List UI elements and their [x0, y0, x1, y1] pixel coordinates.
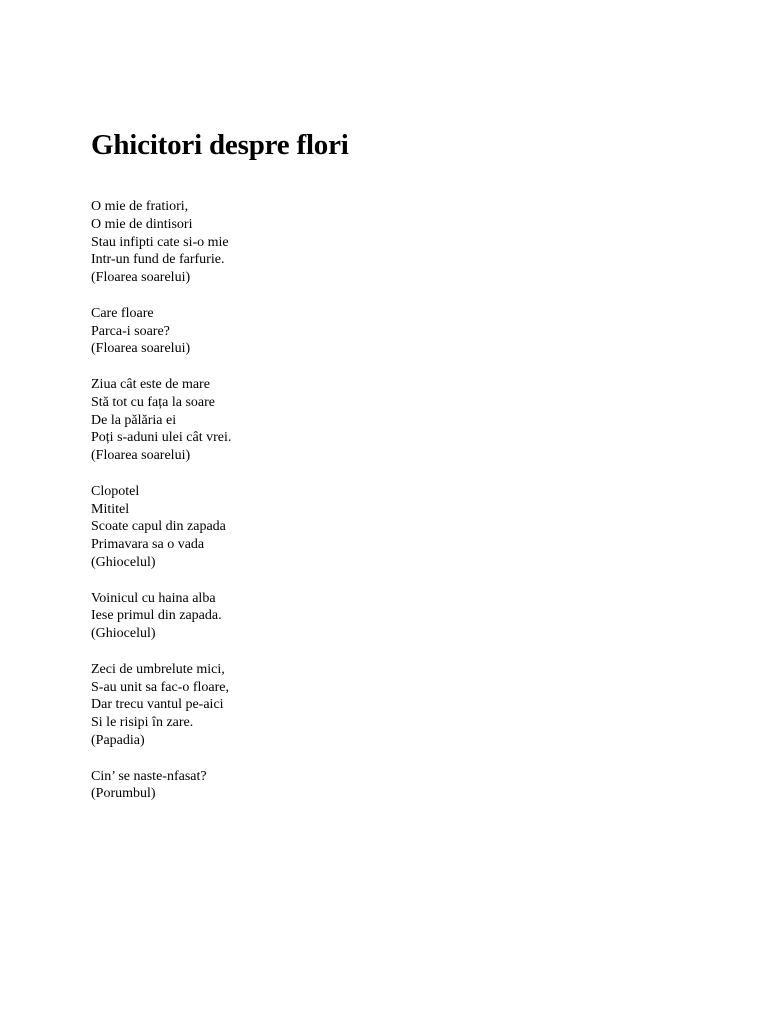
riddle-line: Parca-i soare?	[91, 323, 170, 339]
riddle-5	[91, 590, 691, 643]
riddle-answer: (Ghiocelul)	[91, 554, 156, 570]
riddle-answer: (Porumbul)	[91, 786, 156, 802]
riddle-line: Stă tot cu fața la soare	[91, 394, 216, 410]
riddle-answer: (Ghiocelul)	[91, 626, 156, 642]
riddle-line: De la pălăria ei	[91, 412, 177, 428]
riddle-3	[91, 376, 691, 465]
riddle-6	[91, 661, 691, 750]
riddle-line: O mie de dintisori	[91, 216, 193, 232]
riddle-1	[91, 198, 691, 287]
riddle-answer: (Floarea soarelui)	[91, 270, 191, 286]
riddle-line: Dar trecu vantul pe-aici	[91, 697, 224, 713]
riddle-line: Care floare	[91, 305, 154, 321]
riddle-line: Zeci de umbrelute mici,	[91, 661, 225, 677]
riddle-answer: (Floarea soarelui)	[91, 448, 191, 464]
riddle-list	[91, 198, 691, 821]
riddle-4	[91, 483, 691, 572]
riddle-7	[91, 768, 691, 804]
riddle-line: Primavara sa o vada	[91, 537, 205, 553]
riddle-line: Poți s-aduni ulei cât vrei.	[91, 430, 232, 446]
riddle-line: Intr-un fund de farfurie.	[91, 252, 225, 268]
riddle-line: Voinicul cu haina alba	[91, 590, 216, 606]
riddle-line: O mie de fratiori,	[91, 199, 189, 214]
riddle-answer: (Floarea soarelui)	[91, 341, 191, 357]
riddle-line: Iese primul din zapada.	[91, 608, 222, 624]
riddle-line: Scoate capul din zapada	[91, 519, 226, 535]
riddle-line: Clopotel	[91, 483, 140, 499]
riddle-answer: (Papadia)	[91, 732, 145, 748]
riddle-line: Cin’ se naste-nfasat?	[91, 768, 207, 784]
document-title: Ghicitori despre flori	[91, 129, 349, 161]
riddle-line: Stau infipti cate si-o mie	[91, 234, 229, 250]
riddle-line: S-au unit sa fac-o floare,	[91, 679, 229, 695]
riddle-line: Mititel	[91, 501, 130, 517]
riddle-line: Si le risipi în zare.	[91, 715, 194, 731]
riddle-line: Ziua cât este de mare	[91, 376, 210, 392]
riddle-2	[91, 305, 691, 358]
